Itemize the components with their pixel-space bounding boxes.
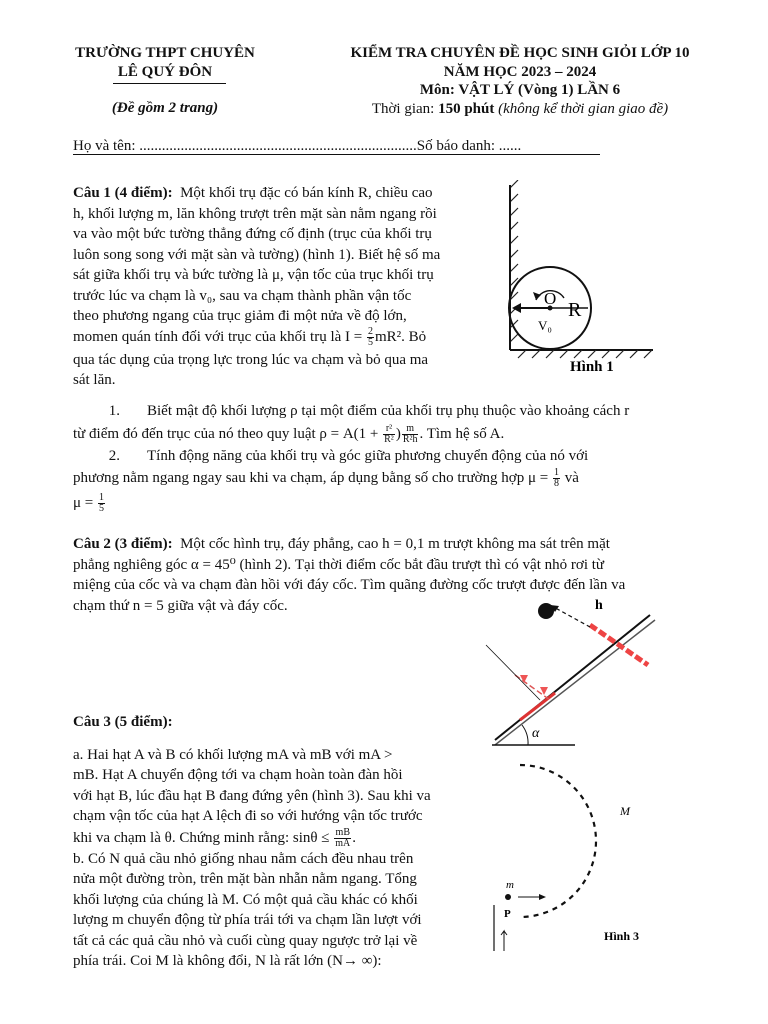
frac-num: r²	[383, 424, 395, 435]
frac-num: 1	[99, 492, 105, 504]
q1-line: h, khối lượng m, lăn không trượt trên mặt sàn nằm ngang rồi	[73, 205, 437, 222]
frac-num: mB	[335, 826, 350, 838]
fraction-mB-mA	[334, 828, 351, 849]
q1-inertia-tail: mR². Bỏ	[375, 328, 427, 345]
label-M: M	[620, 804, 630, 818]
frac-den: 5	[99, 503, 105, 515]
candidate-underline	[73, 154, 600, 155]
item1-line: Biết mật độ khối lượng ρ tại một điểm của khối trụ phụ thuộc vào khoảng cách r	[147, 403, 630, 419]
item1-number: 1.	[108, 403, 120, 419]
q1-heading: Câu 1 (4 điểm):	[73, 185, 173, 201]
figure-1-caption: Hình 1	[570, 359, 614, 375]
frac-num: 1	[553, 467, 559, 479]
semicircle-balls	[520, 765, 596, 917]
label-alpha: α	[532, 726, 540, 741]
fraction-2-5	[367, 327, 374, 348]
q1-line: momen quán tính đối với trục của khối trụ là I =	[73, 328, 366, 345]
fraction-1-5	[98, 493, 105, 514]
school-underline	[113, 83, 226, 84]
school-name-line1: TRƯỜNG THPT CHUYÊN	[75, 45, 255, 61]
exam-subject: Môn: VẬT LÝ (Vòng 1) LẦN 6	[419, 82, 621, 98]
label-P: P	[504, 908, 511, 920]
time-value: 150 phút	[438, 101, 495, 117]
q3a-line: a. Hai hạt A và B có khối lượng mA và mB với mA >	[73, 746, 393, 763]
q1-line: sát giữa khối trụ và bức tường là μ, vận tốc của trục khối trụ	[73, 267, 434, 283]
alpha-arc	[522, 725, 528, 745]
q1-line: luôn song song với mặt sàn và tường) (hình 1). Biết hệ số ma	[73, 246, 441, 263]
frac-num: m	[402, 424, 419, 435]
q3a-line: khi va chạm là θ. Chứng minh rằng: sinθ ≤	[73, 829, 334, 846]
up-arrow	[501, 931, 507, 951]
exam-time	[300, 99, 740, 120]
q3-text: Câu 3 (5 điểm): a. Hai hạt A và B có khối lượng mA và mB với mA > mB. Hạt A chuyển động tới va chạm hoàn toàn đàn hồi với hạt B, lúc đầu hạt B đang đứng yên (hình 3). Sau khi va chạm vận tốc của hạt A lệch đi so với hướng vận tốc trước khi va chạm là θ. Chứng minh rằng: sinθ ≤ $\frac{mB}{mA}$ . b. Có N quả cầu nhỏ giống nhau nằm cách đều nhau trên nửa một đường tròn, trên mặt bàn nhẵn nằm ngang. Tổng khối lượng của chúng là M. Có một quả cầu khác có khối lượng m chuyển động từ phía trái tới va chạm lần lượt với tất cả các quả cầu nhỏ và cuối cùng quay ngược trở lại về phía trái. Coi M là không đổi, N là rất lớn (N→ ∞):	[73, 712, 493, 972]
frac-den: R²	[384, 433, 394, 445]
q3b-line: khối lượng của chúng là M. Có một quả cầu khác có khối	[73, 891, 418, 908]
q2-line: chạm thứ n = 5 giữa vật và đáy cốc.	[73, 597, 288, 614]
q3a-line: mB. Hạt A chuyển động tới va chạm hoàn toàn đàn hồi	[73, 767, 403, 783]
exam-year: NĂM HỌC 2023 – 2024	[443, 64, 597, 80]
cup-marker	[520, 675, 528, 683]
q3a-line: với hạt B, lúc đầu hạt B đang đứng yên (hình 3). Sau khi va	[73, 787, 431, 804]
q2-line: phẳng nghiêng góc α = 45⁰ (hình 2). Tại thời điểm cốc bắt đầu trượt thì có vật nhỏ rơi từ	[73, 556, 605, 573]
frac-den: 5	[368, 336, 373, 348]
q1-line: Một khối trụ đặc có bán kính R, chiều cao	[180, 185, 433, 201]
q3-heading: Câu 3 (5 điểm):	[73, 714, 173, 730]
item2-number: 2.	[108, 447, 120, 464]
item2-line: μ =	[73, 495, 98, 511]
figure-1	[488, 180, 668, 380]
frac-num: 2	[368, 325, 373, 337]
figure-3	[490, 755, 690, 955]
label-R: R	[568, 299, 582, 321]
q3b-line: nửa một đường tròn, trên mặt bàn nhẵn nằm ngang. Tổng	[73, 871, 417, 887]
floor-hatch	[518, 350, 652, 358]
q1-line: theo phương ngang của trục giảm đi một nửa về độ lớn,	[73, 308, 407, 324]
frac-den: 8	[553, 478, 559, 490]
q2-line: Một cốc hình trụ, đáy phẳng, cao h = 0,1 m trượt không ma sát trên mặt	[180, 536, 610, 552]
q3b-line: lượng m chuyển động từ phía trái tới va chạm lần lượt với	[73, 912, 422, 928]
q3b-line: b. Có N quả cầu nhỏ giống nhau nằm cách đều nhau trên	[73, 850, 414, 867]
q1-line: trước lúc va chạm là v₀, sau va chạm thành phần vận tốc	[73, 287, 412, 304]
item1-line: từ điểm đó đến trục của nó theo quy luật ρ = A(1 +	[73, 425, 383, 442]
q3b-line: tất cả các quả cầu nhỏ và cuối cùng quay ngược trở lại về	[73, 932, 418, 949]
time-note: (không kể thời gian giao đề)	[494, 101, 669, 117]
wall-hatch	[510, 180, 518, 342]
frac-den: mA	[335, 837, 351, 849]
label-O: O	[544, 289, 557, 308]
falling-object	[538, 603, 554, 619]
q3a-line: chạm vận tốc của hạt A lệch đi so với hướng vận tốc trước	[73, 808, 423, 824]
figure-3-caption: Hình 3	[604, 929, 640, 943]
item2-line: Tính động năng của khối trụ và góc giữa phương chuyển động của nó với	[147, 447, 589, 464]
q1-line: sát lăn.	[73, 372, 116, 388]
label-m: m	[506, 879, 514, 891]
q1-inertia-line	[73, 327, 493, 350]
incoming-ball	[505, 894, 511, 900]
exam-title: KIỂM TRA CHUYÊN ĐỀ HỌC SINH GIỎI LỚP 10	[350, 45, 690, 61]
name-field: Họ và tên: ..........................................................................	[73, 138, 417, 154]
q2-line: miệng của cốc và va chạm đàn hồi với đáy cốc. Tìm quãng đường cốc trượt được đến lần va	[73, 577, 626, 593]
figure-2	[480, 595, 690, 755]
school-name-line2: LÊ QUÝ ĐÔN	[117, 64, 213, 80]
ball-velocity-arrowhead	[539, 894, 546, 900]
frac-den: R²h	[402, 433, 418, 445]
cup-wall	[590, 625, 648, 665]
time-prefix: Thời gian:	[371, 101, 439, 117]
item2-line: phương nằm ngang ngay sau khi va chạm, áp dụng bằng số cho trường hợp μ =	[73, 470, 552, 486]
q1-items: 1. Biết mật độ khối lượng ρ tại một điểm của khối trụ phụ thuộc vào khoảng cách r từ điểm đó đến trục của nó theo quy luật ρ = A(1 + $\frac{\text{r²}}{\text{R²}}$ ) $\frac{m}{\text{R²h}}$ . Tìm hệ số A. 2. Tính động năng của khối trụ và góc giữa phương chuyển động của nó với phương nằm ngang ngay sau khi va chạm, áp dụng bằng số cho trường hợp μ = $\frac{1}{8}$ và μ = $\frac{1}{5}$	[73, 403, 630, 515]
incline-edge	[495, 620, 655, 745]
rotation-arrowhead	[533, 292, 541, 300]
id-field: Số báo danh: ......	[416, 138, 522, 154]
item2-line-end: và	[560, 470, 579, 486]
fraction-r2-R2	[383, 424, 395, 445]
fraction-1-8	[553, 468, 560, 489]
guide-line	[486, 645, 540, 700]
velocity-arrowhead	[512, 303, 521, 313]
pages-note: (Đề gồm 2 trang)	[111, 100, 219, 116]
q3b-line: phía trái. Coi M là không đổi, N là rất lớn (N→ ∞):	[73, 953, 382, 969]
label-h: h	[595, 598, 603, 613]
label-v0: V₀	[538, 318, 552, 333]
q1-text	[73, 183, 493, 391]
q1-line: va vào một bức tường thẳng đứng cố định (trục của khối trụ	[73, 226, 432, 242]
item1-line-end: . Tìm hệ số A.	[419, 425, 505, 442]
q2-heading: Câu 2 (3 điểm):	[73, 536, 173, 552]
q1-line: qua tác dụng của trọng lực trong lúc va chạm và bỏ qua ma	[73, 351, 429, 368]
fraction-m-R2h	[402, 424, 419, 445]
